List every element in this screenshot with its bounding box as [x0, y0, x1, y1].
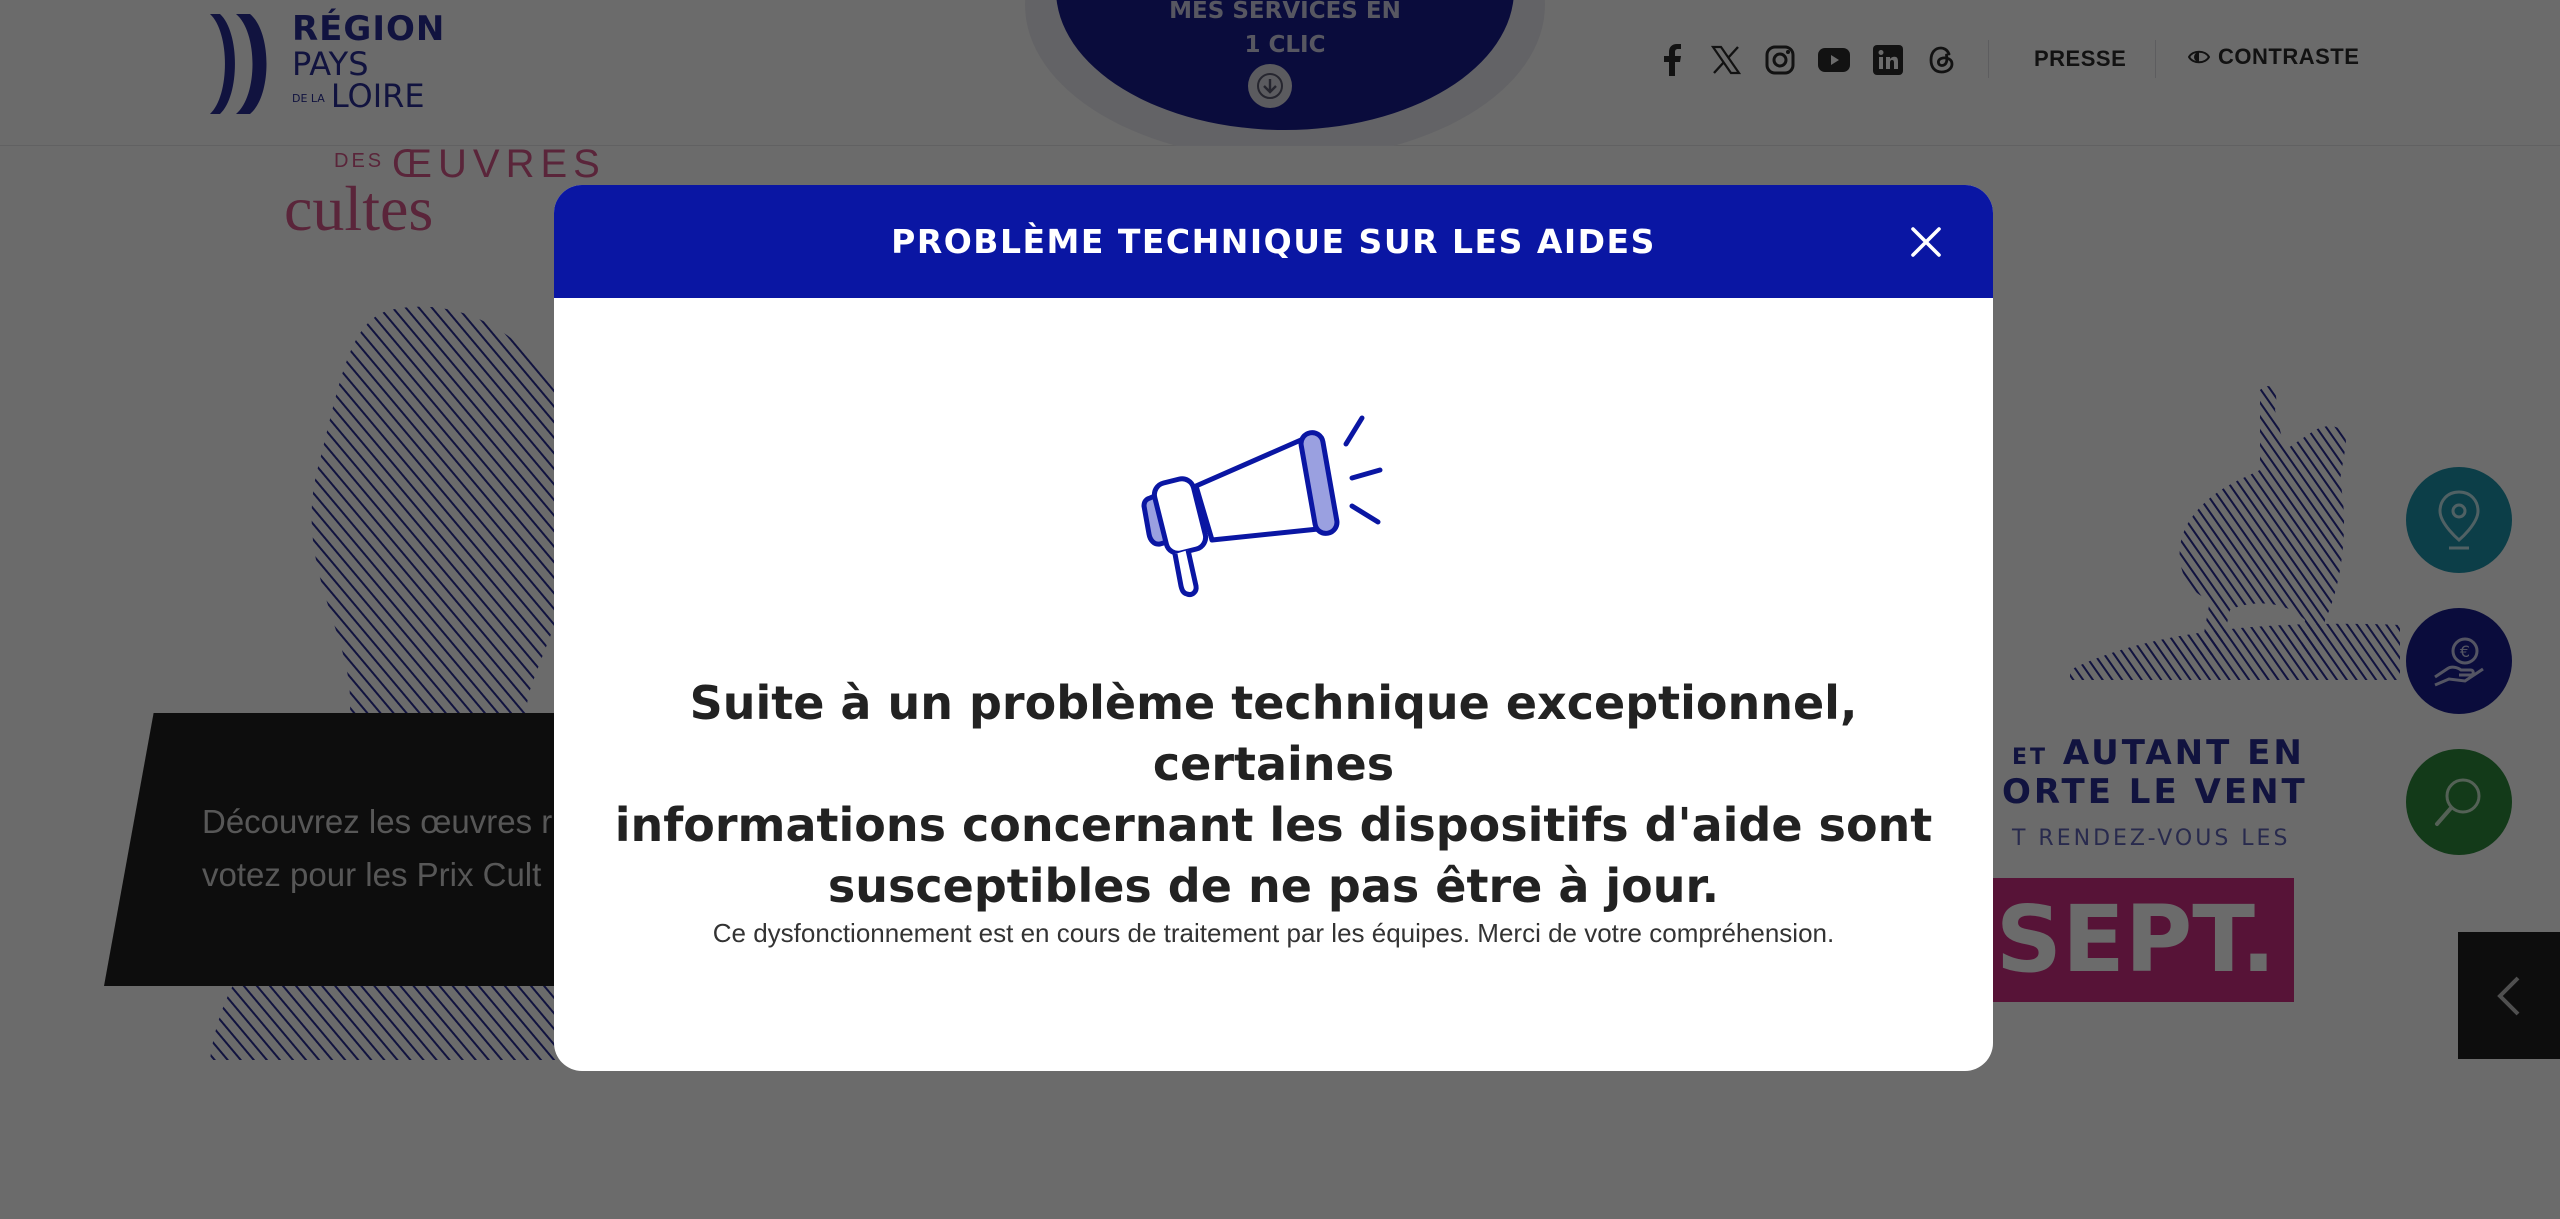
modal-body-text: Ce dysfonctionnement est en cours de traitement par les équipes. Merci de votre compréhension.	[712, 918, 1835, 948]
modal-header	[554, 185, 1993, 298]
close-icon[interactable]	[1904, 220, 1948, 264]
modal-heading	[614, 673, 1933, 917]
modal-title: PROBLÈME TECHNIQUE SUR LES AIDES	[891, 222, 1656, 261]
modal-heading-line3: susceptibles de ne pas être à jour.	[827, 859, 1720, 913]
technical-issue-modal	[554, 185, 1993, 1071]
megaphone-icon	[1140, 400, 1410, 600]
modal-heading-line2: informations concernant les dispositifs d'aide sont	[614, 798, 1933, 852]
modal-heading-line1: Suite à un problème technique exceptionnel, certaines	[689, 676, 1858, 791]
